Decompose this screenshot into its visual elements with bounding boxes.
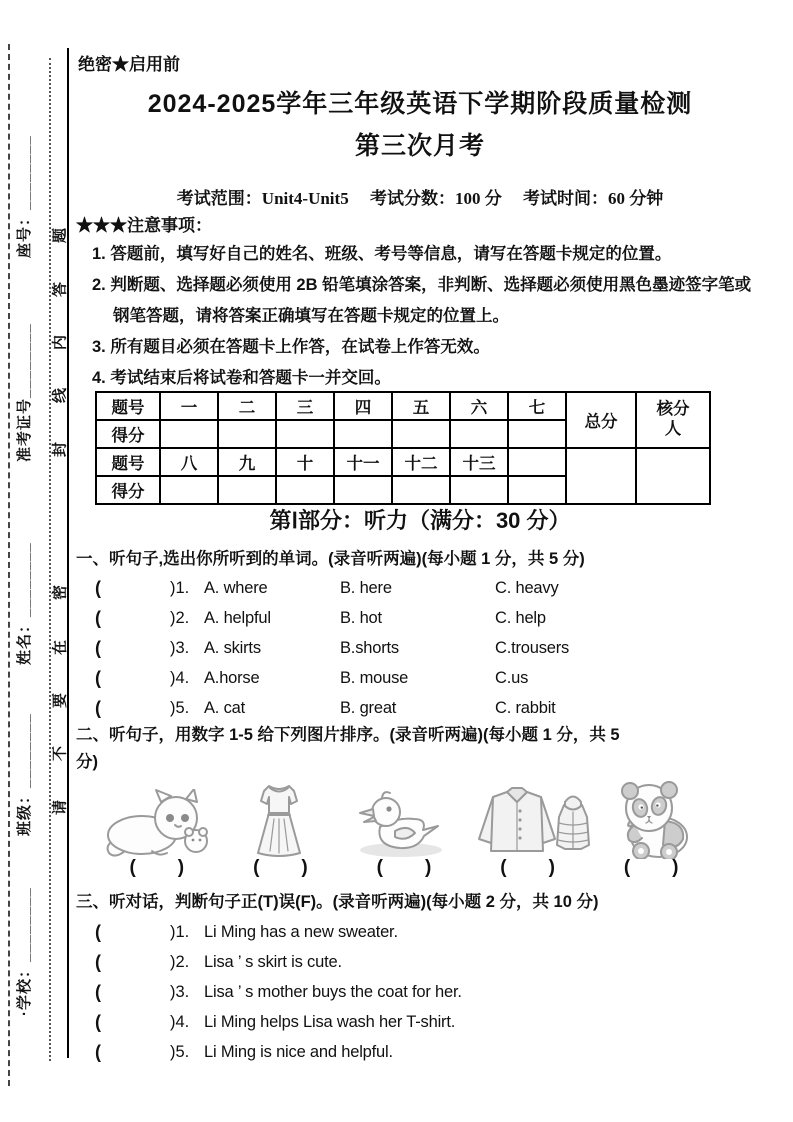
option-b: B. mouse	[340, 668, 409, 687]
exam-info-line: 考试范围：Unit4-Unit5 考试分数：100 分 考试时间：60 分钟	[176, 189, 664, 208]
option-b: B.shorts	[340, 638, 399, 657]
picture-cell	[95, 789, 218, 859]
seal-char: 内	[51, 335, 69, 351]
section3-heading: 三、听对话，判断句子正(T)误(F)。(录音听两遍)(每小题 2 分，共 10 分)	[76, 893, 599, 911]
seal-char: 答	[51, 282, 69, 298]
seal-char: 不	[51, 746, 69, 762]
dress-image	[248, 783, 310, 859]
section2-heading-line2: 分)	[76, 753, 98, 771]
checker-blank-cell	[636, 448, 710, 504]
question-number-cell: 十	[276, 448, 334, 476]
section1-heading: 一、听句子,选出你所听到的单词。(录音听两遍)(每小题 1 分，共 5 分)	[76, 550, 585, 568]
score-blank-cell	[392, 476, 450, 504]
paper-title: 2024-2025学年三年级英语下学期阶段质量检测	[147, 90, 693, 118]
section2-heading-line1: 二、听句子，用数字 1-5 给下列图片排序。(录音听两遍)(每小题 1 分，共 5	[76, 726, 620, 744]
notice-heading: ★★★注意事项：	[76, 216, 212, 235]
option-a: A. helpful	[204, 609, 271, 628]
notice-list	[92, 239, 758, 394]
total-score-blank-cell	[566, 448, 636, 504]
content-border-line	[67, 48, 69, 1058]
bracket-close: )	[177, 857, 185, 878]
question-number-cell: 十一	[334, 448, 392, 476]
score-blank-cell	[218, 420, 276, 448]
answer-bracket: (	[95, 981, 101, 1002]
answer-bracket: (	[95, 1041, 101, 1062]
question-number-cell: 十二	[392, 448, 450, 476]
answer-bracket-pair	[219, 857, 343, 879]
classification-banner: 绝密★启用前	[78, 55, 180, 74]
notice-item: 3. 所有题目必须在答题卡上作答，在试卷上作答无效。	[92, 338, 490, 356]
part1-heading: 第Ⅰ部分：听力（满分：30 分）	[269, 508, 571, 533]
question-row	[95, 693, 735, 723]
duck-image	[357, 789, 445, 859]
option-c: C.trousers	[495, 638, 570, 657]
seal-char: 题	[51, 228, 69, 244]
question-number-cell: 六	[450, 392, 508, 420]
score-label-cell: 得分	[96, 476, 160, 504]
answer-bracket: (	[95, 608, 101, 629]
answer-bracket: (	[95, 1011, 101, 1032]
question-row	[95, 918, 735, 948]
option-a: A. where	[204, 579, 268, 598]
picture-answer-brackets	[95, 857, 713, 879]
question-row	[95, 978, 735, 1008]
answer-bracket: (	[95, 922, 101, 943]
notice-item: 2. 判断题、选择题必须使用 2B 铅笔填涂答案，非判断、选择题必须使用黑色墨迹签字笔或钢笔答题，请将答案正确填写在答题卡规定的位置上。	[92, 276, 752, 325]
question-row	[95, 663, 735, 693]
bracket-close: )	[548, 857, 555, 878]
question-number: )1.	[170, 579, 190, 598]
score-blank-cell	[334, 420, 392, 448]
score-blank-cell	[392, 420, 450, 448]
bracket-close: )	[424, 857, 432, 878]
picture-row	[95, 777, 713, 859]
question-number: )4.	[170, 1012, 190, 1031]
answer-bracket: (	[95, 697, 101, 718]
question-row	[95, 574, 735, 604]
seal-char: 线	[51, 388, 69, 404]
score-blank-cell	[276, 476, 334, 504]
name-field: 姓名：________	[16, 542, 33, 665]
seal-dotted-line	[49, 58, 51, 1061]
bracket-open: (	[376, 857, 383, 878]
class-field: 班级：________	[16, 713, 33, 836]
cat-image	[100, 789, 212, 859]
question-number: )5.	[170, 1042, 190, 1061]
seal-char: 要	[51, 693, 69, 709]
option-b: B. here	[340, 579, 392, 598]
section3-items	[95, 918, 735, 1067]
question-number: )1.	[170, 923, 190, 942]
seal-char: 在	[51, 640, 69, 656]
option-c: C. heavy	[495, 579, 559, 598]
score-label-cell: 得分	[96, 420, 160, 448]
notice-item: 4. 考试结束后将试卷和答题卡一并交回。	[92, 369, 391, 387]
score-blank-cell	[450, 476, 508, 504]
answer-bracket: (	[95, 578, 101, 599]
answer-bracket: (	[95, 637, 101, 658]
score-blank-cell	[508, 420, 566, 448]
seal-char: 密	[51, 585, 69, 601]
question-number: )5.	[170, 698, 190, 717]
admission-ticket-field: 准考证号________	[16, 323, 33, 462]
seal-char: 请	[51, 800, 69, 816]
answer-bracket: (	[95, 667, 101, 688]
question-row	[95, 634, 735, 664]
score-blank-cell	[160, 420, 218, 448]
question-number-cell: 八	[160, 448, 218, 476]
section1-items	[95, 574, 735, 723]
score-blank-cell	[160, 476, 218, 504]
bracket-close: )	[301, 857, 308, 878]
statement-text: Lisa ’ s skirt is cute.	[204, 953, 342, 972]
picture-cell	[463, 787, 591, 859]
question-row	[95, 948, 735, 978]
question-number: )2.	[170, 609, 190, 628]
question-number-cell: 七	[508, 392, 566, 420]
shirt-and-jacket-image	[463, 787, 591, 859]
panda-image	[605, 781, 699, 859]
statement-text: Li Ming has a new sweater.	[204, 923, 398, 942]
question-number-cell: 十三	[450, 448, 508, 476]
statement-text: Lisa ’ s mother buys the coat for her.	[204, 982, 462, 1001]
bracket-open: (	[129, 857, 136, 878]
question-number-cell: 九	[218, 448, 276, 476]
picture-cell	[340, 789, 463, 859]
score-blank-cell	[276, 420, 334, 448]
question-number-cell: 三	[276, 392, 334, 420]
picture-cell	[218, 783, 341, 859]
seal-char: 封	[51, 442, 69, 458]
question-number: )3.	[170, 638, 190, 657]
option-b: B. hot	[340, 609, 382, 628]
score-blank-cell	[508, 476, 566, 504]
score-blank-cell	[218, 476, 276, 504]
picture-cell	[591, 781, 714, 859]
option-c: C.us	[495, 668, 529, 687]
checker-label: 核分人	[656, 400, 690, 438]
question-number: )2.	[170, 953, 190, 972]
score-blank-cell	[450, 420, 508, 448]
school-field: ·学校：________	[16, 887, 33, 1016]
question-row	[95, 1007, 735, 1037]
question-number-cell: 一	[160, 392, 218, 420]
answer-bracket-pair	[95, 857, 219, 879]
answer-bracket: (	[95, 952, 101, 973]
bracket-open: (	[253, 857, 260, 878]
total-score-cell: 总分	[566, 392, 636, 448]
statement-text: Li Ming is nice and helpful.	[204, 1042, 393, 1061]
question-number-cell: 四	[334, 392, 392, 420]
option-c: C. rabbit	[495, 698, 556, 717]
statement-text: Li Ming helps Lisa wash her T-shirt.	[204, 1012, 456, 1031]
question-number-cell: 二	[218, 392, 276, 420]
option-a: A. cat	[204, 698, 245, 717]
bracket-open: (	[500, 857, 507, 878]
answer-bracket-pair	[589, 857, 713, 879]
question-number-cell: 五	[392, 392, 450, 420]
checker-cell	[636, 392, 710, 448]
answer-bracket-pair	[342, 857, 466, 879]
option-c: C. help	[495, 609, 546, 628]
section2-heading	[76, 722, 771, 776]
score-blank-cell	[334, 476, 392, 504]
notice-item: 1. 答题前，填写好自己的姓名、班级、考号等信息，请写在答题卡规定的位置。	[92, 245, 672, 263]
question-number: )3.	[170, 982, 190, 1001]
table-row	[96, 448, 710, 476]
option-a: A.horse	[204, 668, 260, 687]
paper-subtitle: 第三次月考	[354, 132, 485, 160]
cut-dashed-line	[8, 44, 10, 1086]
bracket-open: (	[623, 857, 631, 878]
table-row	[96, 392, 710, 420]
score-table	[95, 391, 711, 505]
answer-bracket-pair	[466, 857, 590, 879]
question-number: )4.	[170, 668, 190, 687]
bracket-close: )	[672, 857, 679, 878]
option-a: A. skirts	[204, 638, 261, 657]
option-b: B. great	[340, 698, 397, 717]
question-label-cell: 题号	[96, 448, 160, 476]
seat-number-field: 座号：________	[16, 135, 33, 258]
question-label-cell: 题号	[96, 392, 160, 420]
question-number-cell	[508, 448, 566, 476]
question-row	[95, 1037, 735, 1067]
question-row	[95, 604, 735, 634]
